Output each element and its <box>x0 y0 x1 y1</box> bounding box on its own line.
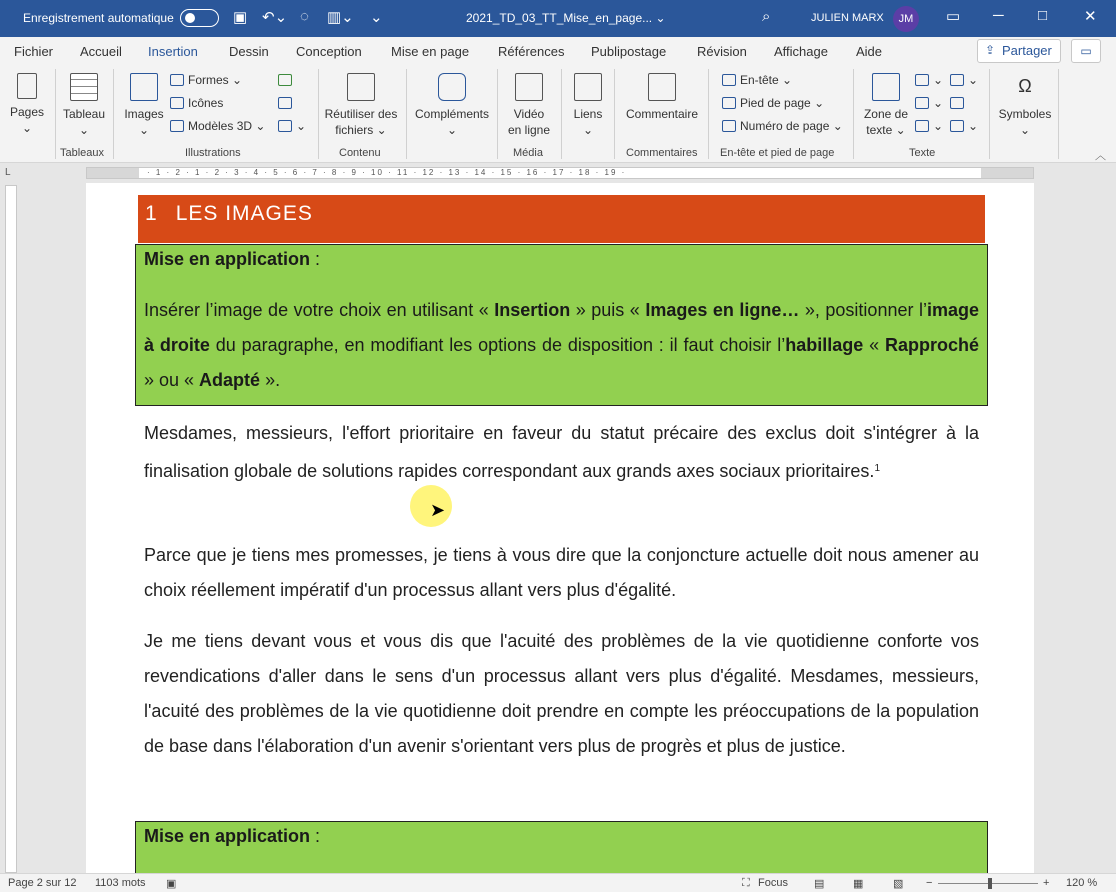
text-box-button[interactable] <box>860 73 912 138</box>
links-button[interactable] <box>568 73 608 138</box>
quick-parts-icon <box>915 74 929 86</box>
document-page[interactable] <box>86 183 1034 873</box>
heading-1 <box>138 195 985 243</box>
addins-icon <box>438 73 466 101</box>
read-mode-icon[interactable]: ▤ <box>814 878 825 890</box>
page-number-label: Numéro de page ⌄ <box>740 119 843 133</box>
tab-conception[interactable]: Conception <box>296 44 362 59</box>
avatar[interactable]: JM <box>893 6 919 32</box>
icons-icon <box>170 97 184 109</box>
text-run: » ou « <box>144 370 200 390</box>
focus-label[interactable]: Focus <box>758 877 788 889</box>
bold-run: Rapproché <box>885 335 980 355</box>
group-divider <box>1058 69 1059 159</box>
chevron-down-icon: ⌄ <box>138 123 150 137</box>
tab-aide[interactable]: Aide <box>856 44 883 59</box>
addins-button[interactable] <box>412 73 492 138</box>
exercise-title <box>144 249 320 270</box>
tab-mise-en-page[interactable]: Mise en page <box>391 44 470 59</box>
chevron-down-icon: ⌄ <box>582 123 594 137</box>
web-layout-icon[interactable]: ▧ <box>893 878 904 890</box>
share-icon: ⇪ <box>985 43 996 57</box>
group-divider <box>989 69 990 159</box>
close-icon[interactable]: ✕ <box>1084 8 1097 25</box>
ribbon-tabs <box>0 37 1116 65</box>
tab-fichier[interactable]: Fichier <box>14 44 54 59</box>
shapes-button[interactable] <box>170 72 242 88</box>
tab-dessin[interactable]: Dessin <box>229 44 269 59</box>
chevron-down-icon: ⌄ <box>21 121 33 135</box>
bold-run: Insertion <box>494 300 571 320</box>
header-button[interactable] <box>722 72 792 88</box>
text-run: ». <box>260 370 281 390</box>
group-divider <box>853 69 854 159</box>
document-title[interactable]: 2021_TD_03_TT_Mise_en_page... ⌄ <box>466 11 666 25</box>
heading-number: 1 <box>145 202 158 225</box>
reuse-label-1: Réutiliser des <box>324 107 398 121</box>
text-box-label-1: Zone de <box>863 107 909 121</box>
collapse-ribbon-icon[interactable]: ︿ <box>1095 150 1106 162</box>
group-label-tableaux: Tableaux <box>60 147 105 159</box>
footer-button[interactable] <box>722 95 824 111</box>
tab-selector-icon[interactable]: L <box>5 167 11 178</box>
bold-run: Images en ligne… <box>645 300 800 320</box>
tab-revision[interactable]: Révision <box>697 44 747 59</box>
zoom-in-icon[interactable]: + <box>1043 877 1050 889</box>
zoom-slider-thumb[interactable] <box>988 878 992 889</box>
right-margin-area <box>981 168 1033 178</box>
search-icon[interactable]: ⌕ <box>762 8 771 25</box>
tab-accueil[interactable]: Accueil <box>80 44 122 59</box>
links-label: Liens <box>573 107 603 121</box>
signature-icon <box>950 74 964 86</box>
reuse-files-icon <box>347 73 375 101</box>
body-paragraph-3 <box>144 624 979 764</box>
page-number-icon <box>722 120 736 132</box>
symbols-label: Symboles <box>998 107 1052 121</box>
signature-line-button[interactable]: ⌄ <box>950 72 978 88</box>
exercise-title-colon: : <box>310 249 321 269</box>
exercise-title-colon: : <box>310 826 321 846</box>
video-label-1: Vidéo <box>513 107 545 121</box>
comment-label: Commentaire <box>625 107 699 121</box>
comment-icon: ▭ <box>1080 44 1092 58</box>
page-count[interactable]: Page 2 sur 12 <box>8 877 77 889</box>
date-time-button[interactable] <box>950 95 968 111</box>
focus-icon[interactable]: ⛶ <box>742 877 750 889</box>
group-label-contenu: Contenu <box>339 147 381 159</box>
customize-toolbar-icon[interactable]: ⌄ <box>370 9 383 26</box>
heading-text: LES IMAGES <box>175 202 313 225</box>
image-icon <box>130 73 158 101</box>
cube-icon <box>170 120 184 132</box>
body-paragraph-1 <box>144 416 979 489</box>
page-number-button[interactable] <box>722 118 843 134</box>
group-label-texte: Texte <box>909 147 936 159</box>
icons-label: Icônes <box>188 96 224 110</box>
wordart-icon <box>915 97 929 109</box>
ribbon-display-icon[interactable]: ▭ <box>946 8 961 25</box>
group-divider <box>406 69 407 159</box>
wordart-button[interactable]: ⌄ <box>915 95 943 111</box>
vertical-ruler[interactable] <box>5 185 17 873</box>
body-text: Mesdames, messieurs, l'effort prioritaire en faveur du statut précaire des exclus doit s'intégrer à la finalisation globale de solutions rapides correspondant aux grands axes sociaux prioritaires. <box>144 423 979 481</box>
tab-insertion[interactable]: Insertion <box>148 44 198 59</box>
save-icon[interactable]: ▣ <box>233 9 248 26</box>
header-label: En-tête ⌄ <box>740 73 793 87</box>
body-text: Parce que je tiens mes promesses, je tiens à vous dire que la conjoncture actuelle doit nous amener au choix réellement impératif d'un processus allant vers plus d'égalité. <box>144 545 979 600</box>
title-bar <box>0 0 1116 37</box>
reuse-label-2: fichiers ⌄ <box>335 123 387 137</box>
bold-run: habillage <box>785 335 864 355</box>
addins-label: Compléments <box>414 107 490 121</box>
3d-models-label: Modèles 3D <box>188 119 253 133</box>
chevron-down-icon: ⌄ <box>446 123 458 137</box>
ruler-numbers: · 1 · 2 · 1 · 2 · 3 · 4 · 5 · 6 · 7 · 8 · 9 · 10 · 11 · 12 · 13 · 14 · 15 · 16 · 17 · 18 · 19 · <box>147 168 627 177</box>
screenshot-button[interactable]: ⌄ <box>278 118 306 134</box>
print-layout-icon[interactable]: ▦ <box>853 878 864 890</box>
text-run: Insérer l’image de votre choix en utilisant « <box>144 300 495 320</box>
chevron-down-icon: ⌄ <box>78 123 90 137</box>
drop-cap-button[interactable]: ⌄ <box>915 118 943 134</box>
symbols-button[interactable] <box>997 73 1053 138</box>
minimize-icon[interactable]: ─ <box>993 7 1004 24</box>
share-label: Partager <box>1002 43 1052 58</box>
screenshot-icon <box>278 120 292 132</box>
exercise-instructions <box>144 293 979 398</box>
footer-icon <box>722 97 736 109</box>
page-icon <box>17 73 37 99</box>
new-comment-button[interactable] <box>622 73 702 122</box>
group-divider <box>614 69 615 159</box>
comments-button[interactable] <box>1071 39 1101 63</box>
footer-label: Pied de page ⌄ <box>740 96 825 110</box>
status-bar <box>0 873 1116 892</box>
undo-icon[interactable]: ↶⌄ <box>262 9 288 26</box>
header-icon <box>722 74 736 86</box>
exercise-box-2 <box>135 821 988 873</box>
group-label-entete-pied: En-tête et pied de page <box>720 147 835 159</box>
smartart-button[interactable] <box>278 72 296 88</box>
table-icon <box>70 73 98 101</box>
table-label: Tableau <box>62 107 106 121</box>
chart-button[interactable] <box>278 95 296 111</box>
online-video-button[interactable] <box>504 73 554 138</box>
group-label-illustrations: Illustrations <box>185 147 241 159</box>
shapes-label: Formes ⌄ <box>188 73 243 87</box>
video-label-2: en ligne <box>507 123 551 137</box>
group-divider <box>55 69 56 159</box>
ribbon <box>0 65 1116 163</box>
footnote-reference[interactable]: 1 <box>874 463 880 474</box>
tab-affichage[interactable]: Affichage <box>774 44 828 59</box>
reuse-files-button[interactable] <box>323 73 399 138</box>
video-icon <box>515 73 543 101</box>
text-run: », positionner l’ <box>799 300 927 320</box>
icons-button[interactable] <box>170 95 223 111</box>
date-time-icon <box>950 97 964 109</box>
horizontal-ruler[interactable] <box>86 167 1034 179</box>
body-paragraph-2 <box>144 538 979 608</box>
images-button[interactable] <box>122 73 166 138</box>
group-divider <box>113 69 114 159</box>
chevron-down-icon: ⌄ <box>1019 123 1031 137</box>
quick-parts-button[interactable]: ⌄ <box>915 72 943 88</box>
table-grid-icon[interactable]: ▥⌄ <box>327 9 354 26</box>
3d-models-button[interactable]: Modèles 3D ⌄ <box>170 118 265 134</box>
exercise-title-text: Mise en application <box>144 249 311 269</box>
group-divider <box>497 69 498 159</box>
text-box-label-2: texte ⌄ <box>866 123 906 137</box>
omega-icon: Ω <box>1018 76 1032 96</box>
zoom-level[interactable]: 120 % <box>1066 877 1098 889</box>
group-label-commentaires: Commentaires <box>626 147 698 159</box>
share-button[interactable] <box>977 39 1061 63</box>
object-button[interactable]: ⌄ <box>950 118 978 134</box>
group-divider <box>318 69 319 159</box>
group-label-media: Média <box>513 147 543 159</box>
autosave-label: Enregistrement automatique <box>23 11 174 25</box>
link-icon <box>574 73 602 101</box>
user-name[interactable]: JULIEN MARX <box>811 12 884 24</box>
group-divider <box>561 69 562 159</box>
smartart-icon <box>278 74 292 86</box>
mouse-pointer-icon: ➤ <box>430 500 446 520</box>
shapes-icon <box>170 74 184 86</box>
group-divider <box>708 69 709 159</box>
table-button[interactable] <box>62 73 106 138</box>
text-box-icon <box>872 73 900 101</box>
tab-references[interactable]: Références <box>498 44 565 59</box>
proofing-icon[interactable]: ▣ <box>166 878 177 890</box>
left-margin-area <box>87 168 139 178</box>
pages-label: Pages <box>9 105 45 119</box>
images-label: Images <box>124 107 164 121</box>
exercise-title <box>144 826 320 847</box>
text-run: » puis « <box>570 300 646 320</box>
chart-icon <box>278 97 292 109</box>
autosave-toggle[interactable] <box>180 9 219 27</box>
maximize-icon[interactable]: □ <box>1038 7 1048 24</box>
text-run: « <box>863 335 885 355</box>
exercise-box <box>135 244 988 406</box>
text-run: du paragraphe, en modifiant les options de disposition : il faut choisir l’ <box>209 335 786 355</box>
bold-run: image à droite <box>144 300 980 355</box>
word-count[interactable]: 1103 mots <box>95 877 146 889</box>
zoom-out-icon[interactable]: − <box>926 877 933 889</box>
object-icon <box>950 120 964 132</box>
ruler-row <box>0 163 1116 183</box>
pages-button[interactable] <box>9 73 45 136</box>
drop-cap-icon <box>915 120 929 132</box>
bold-run: Adapté <box>199 370 261 390</box>
tab-publipostage[interactable]: Publipostage <box>591 44 667 59</box>
exercise-title-text: Mise en application <box>144 826 311 846</box>
redo-icon[interactable]: ◌ <box>300 8 309 25</box>
comment-add-icon <box>648 73 676 101</box>
body-text: Je me tiens devant vous et vous dis que l'acuité des problèmes de la vie quotidienne conforte vos revendications d'aller dans le sens d'un processus allant vers plus d'égalité. Mesdames, messieurs, l'acuité des problèmes de la vie quotidienne doit prendre en compte les préoccupations de la population de base dans l'élaboration d'un avenir s'orientant vers plus de progrès et plus de justice. <box>144 631 979 756</box>
